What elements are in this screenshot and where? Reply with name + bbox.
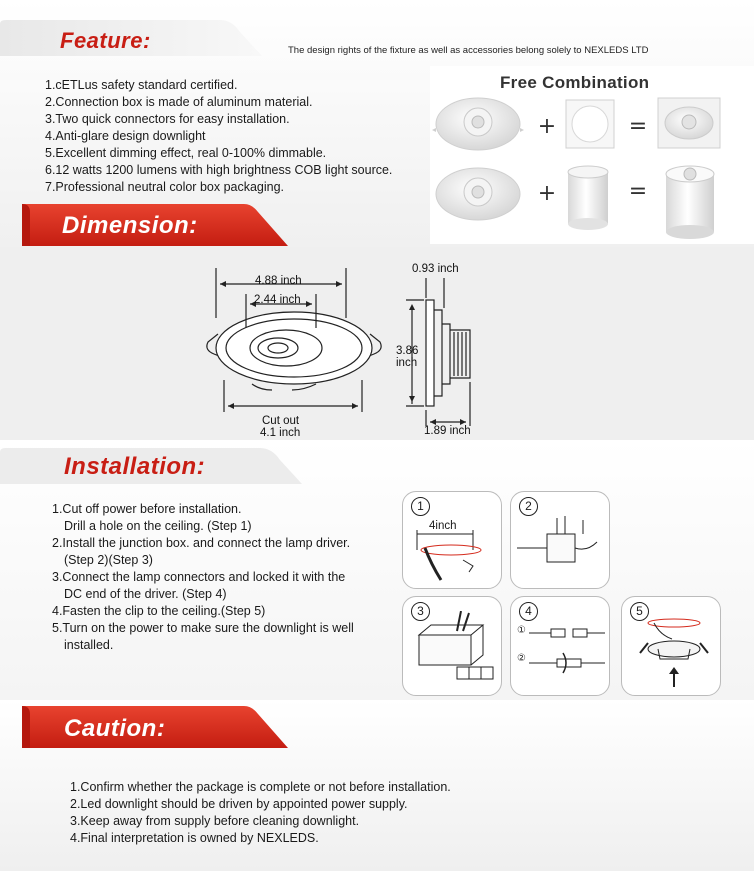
caution-list xyxy=(70,779,451,847)
feature-item: 2.Connection box is made of aluminum material. xyxy=(45,95,313,109)
downlight-image-1 xyxy=(432,98,524,150)
feature-list xyxy=(45,77,392,196)
feature-item: 1.cETLus safety standard certified. xyxy=(45,78,238,92)
step-4-illustration xyxy=(529,621,605,683)
feature-item: 4.Anti-glare design downlight xyxy=(45,129,206,143)
dim-cutout-label: Cut out xyxy=(262,415,300,427)
install-item: 4.Fasten the clip to the ceiling.(Step 5) xyxy=(52,604,266,618)
cylinder-downlight-image xyxy=(666,166,714,239)
install-item: 5.Turn on the power to make sure the downlight is well xyxy=(52,621,354,635)
plus-sign-1: + xyxy=(537,114,557,139)
step-3-panel xyxy=(402,596,502,696)
feature-item: 7.Professional neutral color box packaging. xyxy=(45,180,285,194)
dim-flange: 0.93 inch xyxy=(412,263,459,275)
step-1-label: 4inch xyxy=(429,520,457,532)
step-5-illustration xyxy=(626,611,716,691)
install-item: Drill a hole on the ceiling. (Step 1) xyxy=(64,519,252,533)
feature-item: 3.Two quick connectors for easy installation. xyxy=(45,112,290,126)
step-2-number: 2 xyxy=(519,497,538,516)
step-4-sub-1: ① xyxy=(517,625,526,636)
caution-item: 2.Led downlight should be driven by appointed power supply. xyxy=(70,797,408,811)
square-downlight-image xyxy=(658,98,720,148)
install-item: 1.Cut off power before installation. xyxy=(52,502,242,516)
caution-title: Caution: xyxy=(64,715,166,742)
combination-title: Free Combination xyxy=(500,73,650,92)
step-1-number: 1 xyxy=(411,497,430,516)
dimension-drawing xyxy=(180,258,510,440)
caution-item: 3.Keep away from supply before cleaning downlight. xyxy=(70,814,360,828)
install-item: 2.Install the junction box. and connect the lamp driver. xyxy=(52,536,351,550)
equals-sign-2: = xyxy=(628,179,648,204)
step-1-illustration xyxy=(411,530,495,584)
plus-sign-2: + xyxy=(537,181,557,206)
install-item: DC end of the driver. (Step 4) xyxy=(64,587,227,601)
step-4-panel xyxy=(510,596,610,696)
step-5-number: 5 xyxy=(630,602,649,621)
cylinder-housing-image xyxy=(568,166,608,230)
feature-item: 5.Excellent dimming effect, real 0-100% dimmable. xyxy=(45,146,327,160)
caution-item: 1.Confirm whether the package is complete or not before installation. xyxy=(70,780,451,794)
dim-height-value: 3.86 xyxy=(396,345,419,357)
feature-item: 6.12 watts 1200 lumens with high brightness COB light source. xyxy=(45,163,393,177)
dim-outer-width: 4.88 inch xyxy=(255,275,302,287)
caution-item: 4.Final interpretation is owned by NEXLEDS. xyxy=(70,831,319,845)
step-3-number: 3 xyxy=(411,602,430,621)
install-item: 3.Connect the lamp connectors and locked it with the xyxy=(52,570,346,584)
step-2-panel xyxy=(510,491,610,589)
dim-height-unit: inch xyxy=(396,357,418,369)
installation-list xyxy=(52,501,354,654)
dimension-title: Dimension: xyxy=(62,212,198,239)
install-item: installed. xyxy=(64,638,114,652)
installation-title: Installation: xyxy=(64,453,206,480)
step-3-illustration xyxy=(411,611,497,691)
step-4-number: 4 xyxy=(519,602,538,621)
dim-depth: 1.89 inch xyxy=(424,425,471,437)
step-5-panel xyxy=(621,596,721,696)
equals-sign-1: = xyxy=(628,114,648,139)
square-trim-image xyxy=(566,100,614,148)
dim-inner-width: 2.44 inch xyxy=(254,294,301,306)
install-item: (Step 2)(Step 3) xyxy=(64,553,153,567)
dim-cutout-value: 4.1 inch xyxy=(260,427,301,439)
step-1-panel xyxy=(402,491,502,589)
combination-illustration xyxy=(430,92,754,242)
feature-title: Feature: xyxy=(60,28,151,53)
downlight-image-2 xyxy=(436,168,520,220)
rights-note: The design rights of the fixture as well as accessories belong solely to NEXLEDS LTD xyxy=(288,45,649,56)
step-2-illustration xyxy=(517,512,605,584)
step-4-sub-2: ② xyxy=(517,653,526,664)
